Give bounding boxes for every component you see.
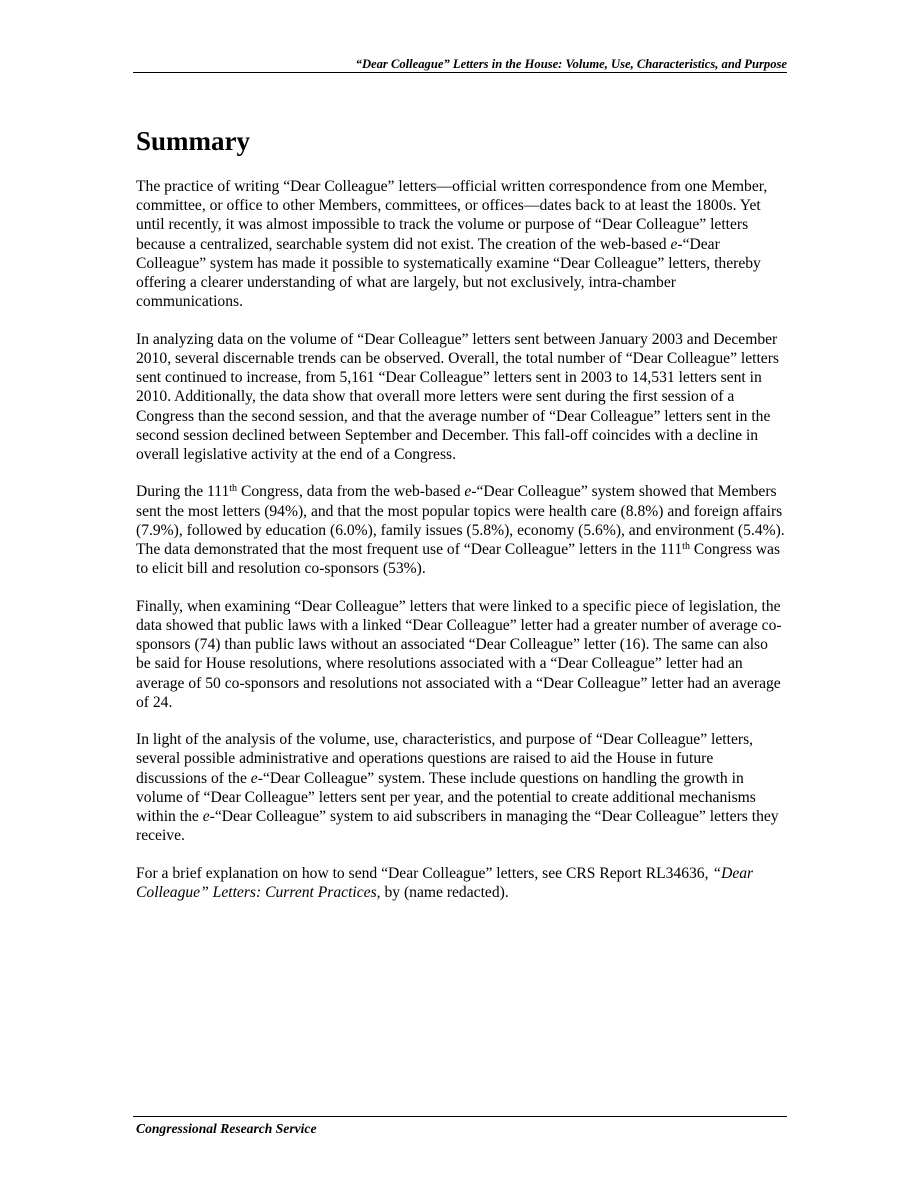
summary-paragraph-3	[136, 482, 786, 578]
paragraph-text: Congress, data from the web-based	[237, 483, 465, 501]
summary-body	[136, 177, 786, 920]
paragraph-text: -“Dear Colleague” system has made it possible to systematically examine “Dear Colleague” letters, thereby offering a clearer understanding of what are largely, but not exclusively, intra-chamber communications.	[136, 235, 761, 311]
paragraph-text: -“Dear Colleague” system to aid subscribers in managing the “Dear Colleague” letters they receive.	[136, 808, 779, 845]
summary-paragraph-5	[136, 730, 786, 845]
e-prefix: e	[670, 235, 678, 253]
report-title-reference: “Dear Colleague” Letters: Current Practices	[136, 864, 754, 901]
page-title: Summary	[136, 126, 250, 156]
paragraph-text: , by (name redacted).	[376, 883, 509, 901]
paragraph-text: -“Dear Colleague” system showed that Members sent the most letters (94%), and that the most popular topics were health care (8.8%) and foreign affairs (7.9%), followed by education (6.0%), family issues (5.8%), economy (5.6%), and environment (5.4%). The data demonstrated that the most frequent use of “Dear Colleague” letters in the 111	[136, 483, 785, 559]
summary-paragraph-2: In analyzing data on the volume of “Dear Colleague” letters sent between January 2003 and December 2010, several discernable trends can be observed. Overall, the total number of “Dear Colleague” letters sent continued to increase, from 5,161 “Dear Colleague” letters sent in 2003 to 14,531 letters sent in 2010. Additionally, the data show that overall more letters were sent during the first session of a Congress than the second session, and that the average number of “Dear Colleague” letters sent in the second session declined between September and December. This fall-off coincides with a decline in overall legislative activity at the end of a Congress.	[136, 330, 779, 463]
paragraph-text: -“Dear Colleague” system. These include questions on handling the growth in volume of “Dear Colleague” letters sent per year, and the potential to create additional mechanisms within the	[136, 769, 756, 826]
header-divider	[133, 72, 787, 73]
summary-paragraph-4: Finally, when examining “Dear Colleague” letters that were linked to a specific piece of legislation, the data showed that public laws with a linked “Dear Colleague” letter had a greater number of average co-sponsors (74) than public laws without an associated “Dear Colleague” letter (16). The same can also be said for House resolutions, where resolutions associated with a “Dear Colleague” letter had an average of 50 co-sponsors and resolutions not associated with a “Dear Colleague” letter had an average of 24.	[136, 597, 782, 711]
e-prefix: e	[202, 808, 210, 826]
paragraph-text: Congress was to elicit bill and resolution co-sponsors (53%).	[136, 541, 781, 578]
running-header: “Dear Colleague” Letters in the House: Volume, Use, Characteristics, and Purpose	[355, 57, 787, 71]
paragraph-text: The practice of writing “Dear Colleague” letters—official written correspondence from one Member, committee, or office to other Members, committees, or offices—dates back to at least the 1800s. Yet until recently, it was almost impossible to track the volume or purpose of “Dear Colleague” letters because a centralized, searchable system did not exist. The creation of the web-based	[136, 178, 768, 253]
paragraph-text: During the 111	[136, 483, 230, 501]
footer-divider	[133, 1116, 787, 1117]
e-prefix: e	[464, 483, 472, 501]
footer-org-name: Congressional Research Service	[136, 1121, 317, 1136]
ordinal-superscript: th	[682, 541, 690, 553]
paragraph-text: In light of the analysis of the volume, use, characteristics, and purpose of “Dear Colleague” letters, several possible administrative and operations questions are raised to aid the House in future discussions of the	[136, 731, 754, 787]
e-prefix: e	[250, 769, 258, 787]
paragraph-text: For a brief explanation on how to send “Dear Colleague” letters, see CRS Report RL34636,	[136, 864, 713, 882]
summary-paragraph-6	[136, 864, 786, 902]
ordinal-superscript: th	[229, 483, 238, 495]
summary-paragraph-1	[136, 177, 786, 311]
